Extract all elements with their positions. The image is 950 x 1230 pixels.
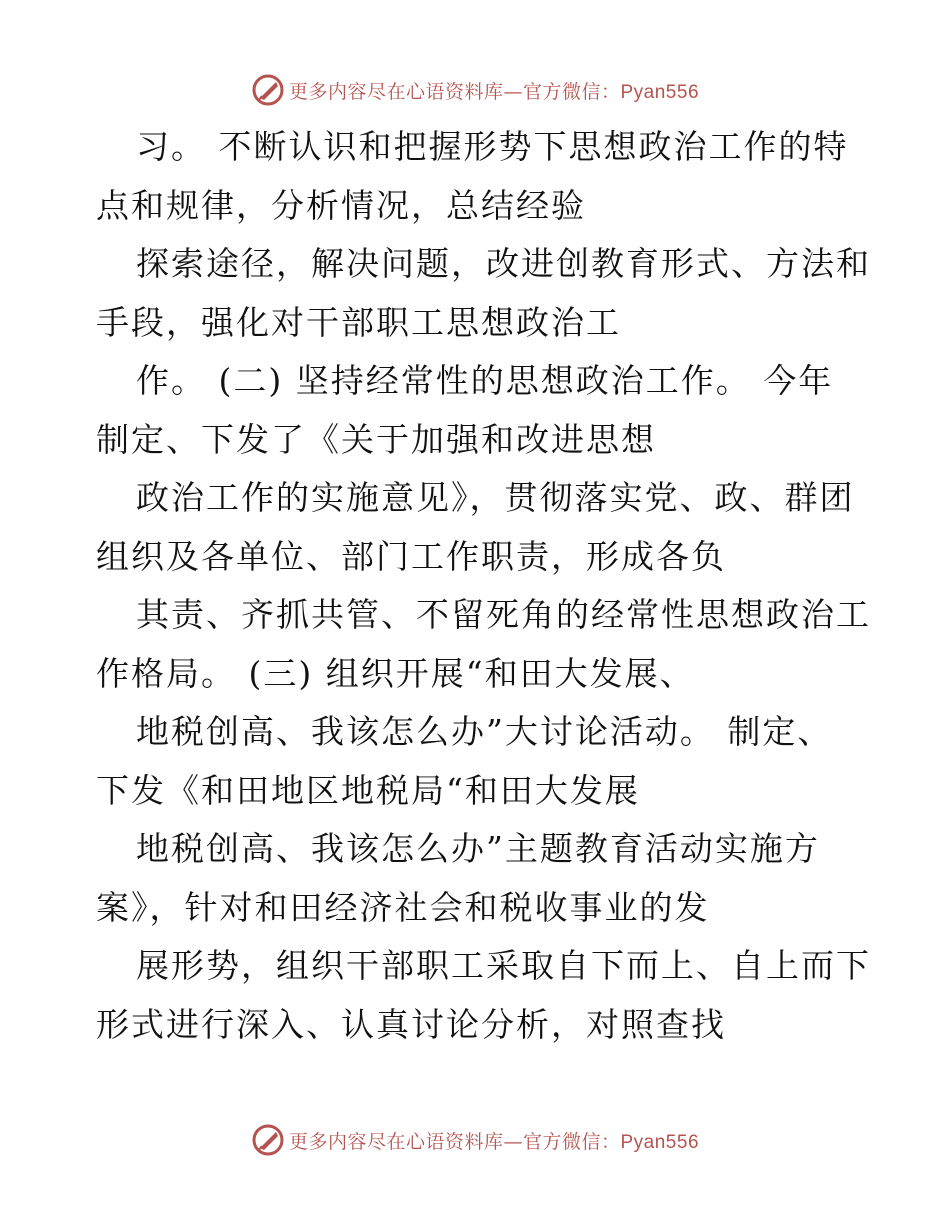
body-line: 组织及各单位、部门工作职责，形成各负 [96,536,726,576]
feather-pen-logo-icon [251,73,285,107]
body-line: 形式进行深入、认真讨论分析，对照查找 [96,1004,726,1044]
document-body [96,118,871,1054]
body-line: 点和规律，分析情况，总结经验 [96,185,586,225]
body-line: 政治工作的实施意见》，贯彻落实党、政、群团 [136,478,855,517]
header-watermark [0,70,950,110]
header-watermark-text: 更多内容尽在心语资料库—官方微信： [288,80,621,103]
body-line: 作格局。 (三) 组织开展“和田大发展、 [96,653,695,693]
footer-watermark-handle: Pyan556 [620,1131,700,1153]
feather-pen-logo-icon [251,1123,285,1157]
body-line: 其责、齐抓共管、不留死角的经常性思想政治工 [136,595,871,634]
body-line: 案》，针对和田经济社会和税收事业的发 [96,887,710,927]
body-line: 展形势，组织干部职工采取自下而上、自上而下 [136,946,871,985]
header-watermark-handle: Pyan556 [620,81,700,103]
body-line: 地税创高、我该怎么办”主题教育活动实施方 [136,829,820,868]
footer-watermark [0,1120,950,1160]
body-line: 作。 (二) 坚持经常性的思想政治工作。 今年 [136,361,834,400]
body-line: 手段，强化对干部职工思想政治工 [96,302,621,342]
body-line: 习。 不断认识和把握形势下思想政治工作的特 [136,127,849,166]
footer-watermark-text: 更多内容尽在心语资料库—官方微信： [288,1130,621,1153]
body-line: 探索途径，解决问题，改进创教育形式、方法和 [136,244,871,283]
body-line: 下发《和田地区地税局“和田大发展 [96,770,640,810]
body-line: 制定、下发了《关于加强和改进思想 [96,419,656,459]
body-line: 地税创高、我该怎么办”大讨论活动。 制定、 [136,712,833,751]
